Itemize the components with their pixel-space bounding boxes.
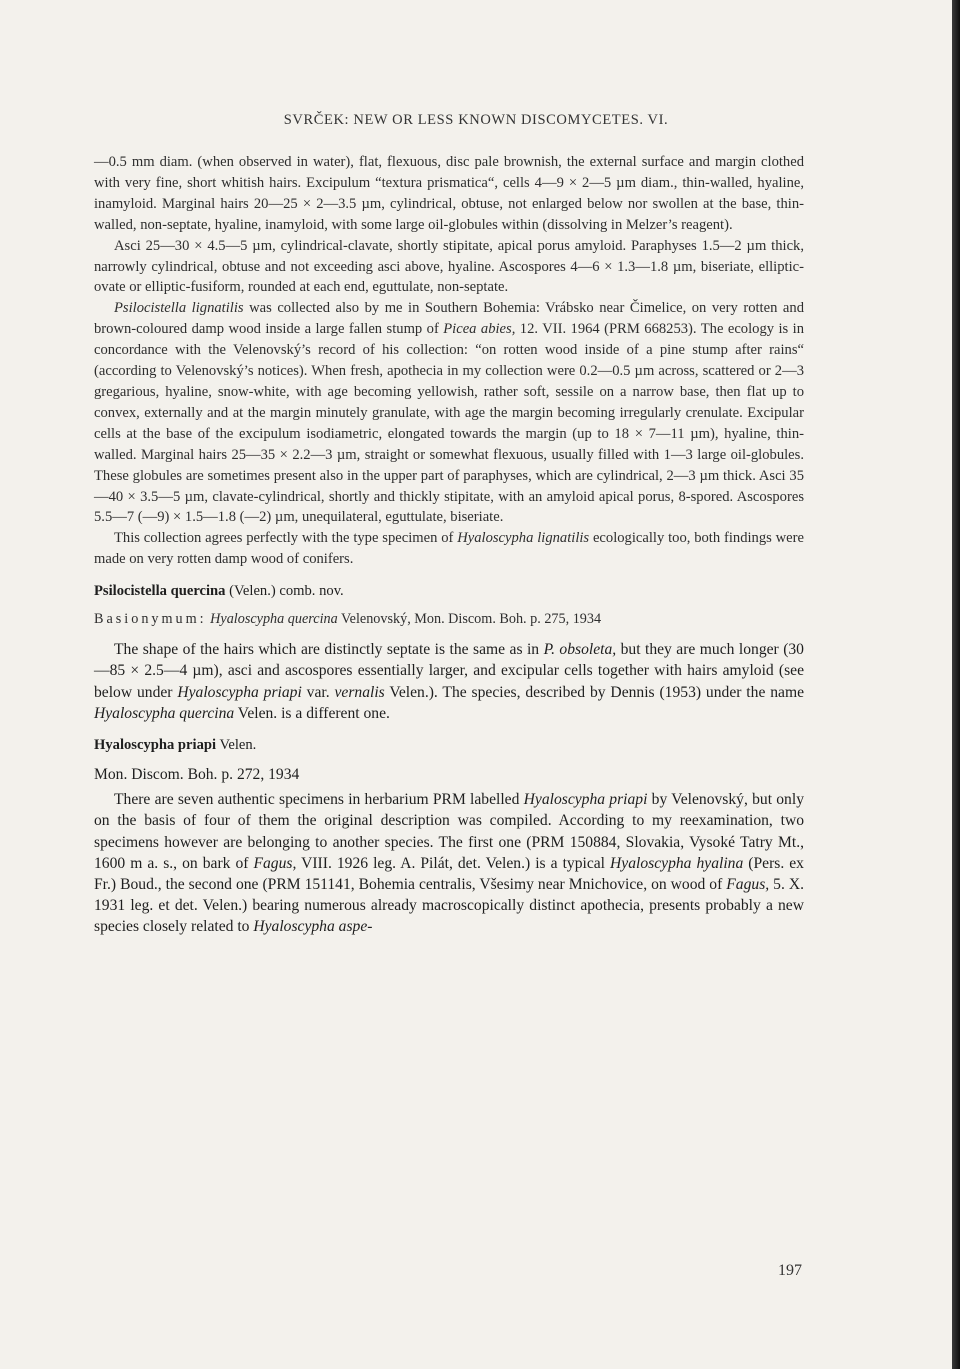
species-name: Picea abies, xyxy=(443,321,516,338)
paragraph-collection xyxy=(94,298,804,528)
paragraph-hairs xyxy=(94,639,804,724)
species-name: Hyaloscypha hyalina xyxy=(610,854,744,872)
text-span: var. xyxy=(301,683,335,701)
species-name: Psilocistella lignatilis xyxy=(114,300,244,317)
scan-edge xyxy=(952,0,960,1369)
text-span: but they are much longer (30—85 × 2.5—4 µm), asci and ascospores essentially larger, and excipular cells together with hairs amyloid (see below under xyxy=(94,641,804,701)
paragraph-agreement xyxy=(94,528,804,570)
text-span: VIII. 1926 leg. A. Pilát, det. Velen.) is a typical xyxy=(296,854,611,872)
text-span: (Pers. ex Fr.) Boud., the second one (PRM 151141, Bohemia centralis, Všesimy near Mnichovice, on wood of xyxy=(94,854,804,893)
basionym-label: Basionymum: xyxy=(94,611,207,628)
text-span: The shape of the hairs which are distinctly septate is the same as in xyxy=(114,641,544,659)
species-name: Hyaloscypha aspe- xyxy=(253,918,373,936)
species-heading xyxy=(94,581,804,602)
text-span: by Velenovský, but only on the basis of four of them the original description was compiled. According to my reexamination, two specimens however are belonging to another species. The first one (PRM 150884, Slovakia, Vysoké Tatry Mt., 1600 m a. s., on bark of xyxy=(94,791,804,872)
paragraph-asci: Asci 25—30 × 4.5—5 µm, cylindrical-clavate, shortly stipitate, apical porus amyloid. Paraphyses 1.5—2 µm thick, narrowly cylindrical, obtuse and not exceeding asci above, hyaline. Ascospores 4—6 × 1.3—1.8 µm, biseriate, elliptic-ovate or elliptic-fusiform, rounded at each end, eguttulate, non-septate. xyxy=(94,237,804,296)
reference-line: Mon. Discom. Boh. p. 272, 1934 xyxy=(94,766,300,784)
text-span: This collection agrees perfectly with the type specimen of xyxy=(114,530,458,547)
species-name: Hyaloscypha quercina xyxy=(94,704,235,722)
species-heading xyxy=(94,735,804,756)
body-text xyxy=(94,152,804,937)
text-span: Velen.). The species, described by Dennis (1953) under the name xyxy=(384,683,805,701)
species-name: Hyaloscypha priapi xyxy=(177,683,302,701)
heading-species-name: Psilocistella quercina xyxy=(94,583,226,600)
running-header: SVRČEK: NEW OR LESS KNOWN DISCOMYCETES. VI. xyxy=(283,112,669,128)
heading-authority: (Velen.) comb. nov. xyxy=(229,583,344,600)
text-span: There are seven authentic specimens in herbarium PRM labelled xyxy=(114,791,524,809)
heading-species-name: Hyaloscypha priapi xyxy=(94,736,217,753)
species-name: vernalis xyxy=(334,683,385,701)
species-name: Hyaloscypha lignatilis xyxy=(457,530,590,547)
species-name: Hyaloscypha priapi xyxy=(523,791,648,809)
text-span: 5. X. 1931 leg. et det. Velen.) bearing numerous already macroscopically distinct apothecia, presents probably a new species closely related to xyxy=(94,875,804,936)
paragraph-description: —0.5 mm diam. (when observed in water), flat, flexuous, disc pale brownish, the external surface and margin clothed with very fine, short whitish hairs. Excipulum “textura prismatica“, cells 4—9 × 2—5 µm diam., thin-walled, hyaline, inamyloid. Marginal hairs 20—25 × 2—3.5 µm, cylindrical, obtuse, not enlarged below nor swollen at the base, thin-walled, non-septate, hyaline, inamyloid, with some large oil-globules within (dissolving in Melzer’s reagent). xyxy=(94,154,804,233)
species-name: Fagus, xyxy=(726,875,770,893)
text-span: ecologically too, both findings were made on very rotten damp wood of conifers. xyxy=(94,530,804,568)
text-span: Velen. is a different one. xyxy=(234,704,390,722)
text-span: 12. VII. 1964 (PRM 668253). The ecology is in concordance with the Velenovský’s record of his collection: “on rotten wood inside of a pine stump after rains“ (according to Velenovský’s notices). When fresh, apothecia in my collection were 0.2—0.5 µm across, scattered or 2—3 gregarious, hyaline, snow-white, with age becoming yellowish, rather soft, sessile on a narrow base, then flat up to convex, externally and at the margin minutely granulate, with age the margin becoming irregularly crenulate. Excipular cells at the base of the excipulum isodiametric, elongated towards the margin (up to 18 × 7—11 µm), hyaline, thin-walled. Marginal hairs 25—35 × 2.2—3 µm, straight or somewhat flexuous, usually filled with 1—3 large oil-globules. These globules are sometimes present also in the upper part of paraphyses, which are cylindrical, 2—3 µm thick. Asci 35—40 × 3.5—5 µm, clavate-cylindrical, shortly and thickly stipitate, with an amyloid apical porus, 8-spored. Ascospores 5.5—7 (—9) × 1.5—1.8 (—2) µm, unequilateral, eguttulate, biseriate. xyxy=(94,321,804,526)
species-name: Fagus, xyxy=(253,854,297,872)
heading-authority: Velen. xyxy=(219,736,257,753)
species-name: P. obsoleta, xyxy=(543,641,617,659)
species-name: Hyaloscypha quercina xyxy=(210,611,338,628)
text-span: was collected also by me in Southern Bohemia: Vrábsko near Čimelice, on very rotten and brown-coloured damp wood inside a large fallen stump of xyxy=(94,300,804,338)
basionym xyxy=(94,610,804,628)
text-span: Velenovský, Mon. Discom. Boh. p. 275, 1934 xyxy=(337,611,602,628)
page-number: 197 xyxy=(778,1262,802,1279)
paragraph-specimens xyxy=(94,789,804,937)
